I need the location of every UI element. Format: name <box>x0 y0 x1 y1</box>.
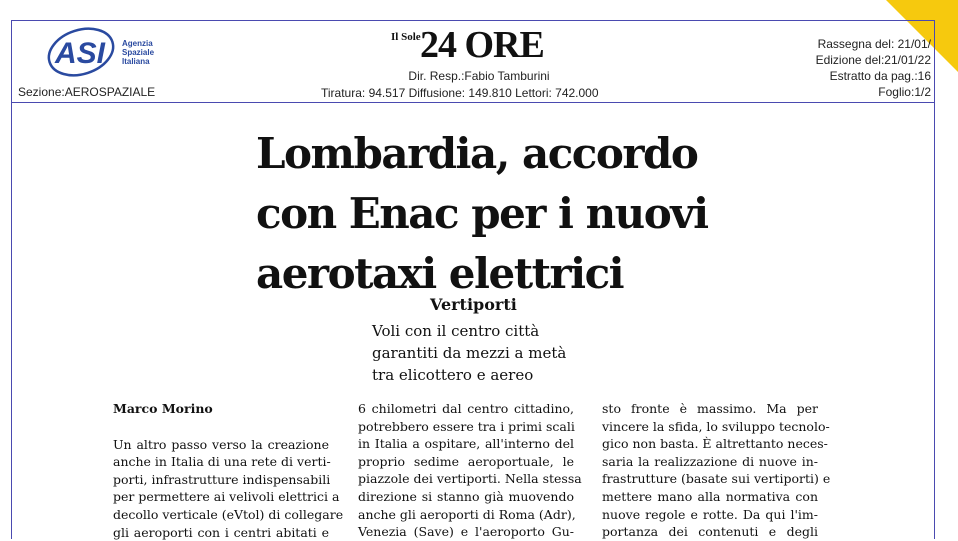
body-line: porti, infrastrutture indispensabili <box>113 471 331 487</box>
headline-line: Lombardia, accordo <box>256 129 698 178</box>
body-line: potrebbero essere tra i primi scali <box>358 418 575 434</box>
article-column-1 <box>113 400 344 541</box>
body-line: per permettere ai velivoli elettrici a <box>113 489 340 505</box>
body-line: decollo verticale (eVtol) di collegare <box>113 506 344 522</box>
edition-date: Edizione del:21/01/22 <box>815 53 931 67</box>
agency-line: Spaziale <box>122 48 155 57</box>
body-line: proprio sedime aeroportuale, le <box>358 453 574 469</box>
subhead-line: Voli con il centro città <box>372 322 540 340</box>
body-line: frastrutture (basate sui vertiporti) e <box>602 471 831 487</box>
body-line: in Italia a ospitare, all'interno del <box>358 436 574 452</box>
body-line: anche gli aeroporti di Roma (Adr), <box>358 506 576 522</box>
body-line: piazzole dei vertiporti. Nella stessa <box>358 471 582 487</box>
body-line: gli aeroporti con i centri abitati e <box>113 524 329 540</box>
article-kicker: Vertiporti <box>430 295 517 314</box>
body-line: Un altro passo verso la creazione <box>113 436 329 452</box>
rassegna-date: Rassegna del: 21/01/ <box>817 37 931 51</box>
body-line: sto fronte è massimo. Ma per <box>602 401 818 416</box>
body-line: Venezia (Save) e l'aeroporto Gu- <box>358 524 574 540</box>
byline: Marco Morino <box>113 401 213 416</box>
headline-line: aerotaxi elettrici <box>256 249 624 298</box>
article-headline <box>256 124 708 304</box>
sheet-number: Foglio:1/2 <box>878 85 931 99</box>
body-line: saria la realizzazione di nuove in- <box>602 453 818 469</box>
agency-line: Italiana <box>122 57 150 66</box>
body-line: vincere la sfida, lo sviluppo tecnolo- <box>602 418 830 434</box>
section-label: Sezione:AEROSPAZIALE <box>18 85 156 99</box>
masthead-logo: 24 ORE <box>420 24 544 66</box>
body-line: nuove regole e rotte. Da qui l'im- <box>602 506 818 522</box>
agency-line: Agenzia <box>122 39 153 48</box>
body-line: direzione si stanno già muovendo <box>358 488 574 504</box>
director-line: Dir. Resp.:Fabio Tamburini <box>408 69 550 83</box>
agency-name <box>122 39 154 66</box>
body-line: 6 chilometri dal centro cittadino, <box>358 401 574 416</box>
article-subhead <box>372 320 566 386</box>
subhead-line: tra elicottero e aereo <box>372 366 534 384</box>
svg-text:ASI: ASI <box>55 37 106 70</box>
body-line: gico non basta. È altrettanto neces- <box>602 436 828 452</box>
body-line: mettere mano alla normativa con <box>602 488 818 504</box>
issue-info <box>816 36 931 100</box>
headline-line: con Enac per i nuovi <box>256 189 708 238</box>
body-line: portanza dei contenuti e degli <box>602 524 818 540</box>
body-line: anche in Italia di una rete di verti- <box>113 454 331 470</box>
article-column-2 <box>358 400 582 541</box>
page-extract: Estratto da pag.:16 <box>829 69 931 83</box>
circulation-line: Tiratura: 94.517 Diffusione: 149.810 Lettori: 742.000 <box>321 86 599 100</box>
masthead-small: Il Sole <box>391 31 421 43</box>
header-divider <box>11 102 935 103</box>
article-column-3 <box>602 400 831 541</box>
subhead-line: garantiti da mezzi a metà <box>372 344 567 362</box>
